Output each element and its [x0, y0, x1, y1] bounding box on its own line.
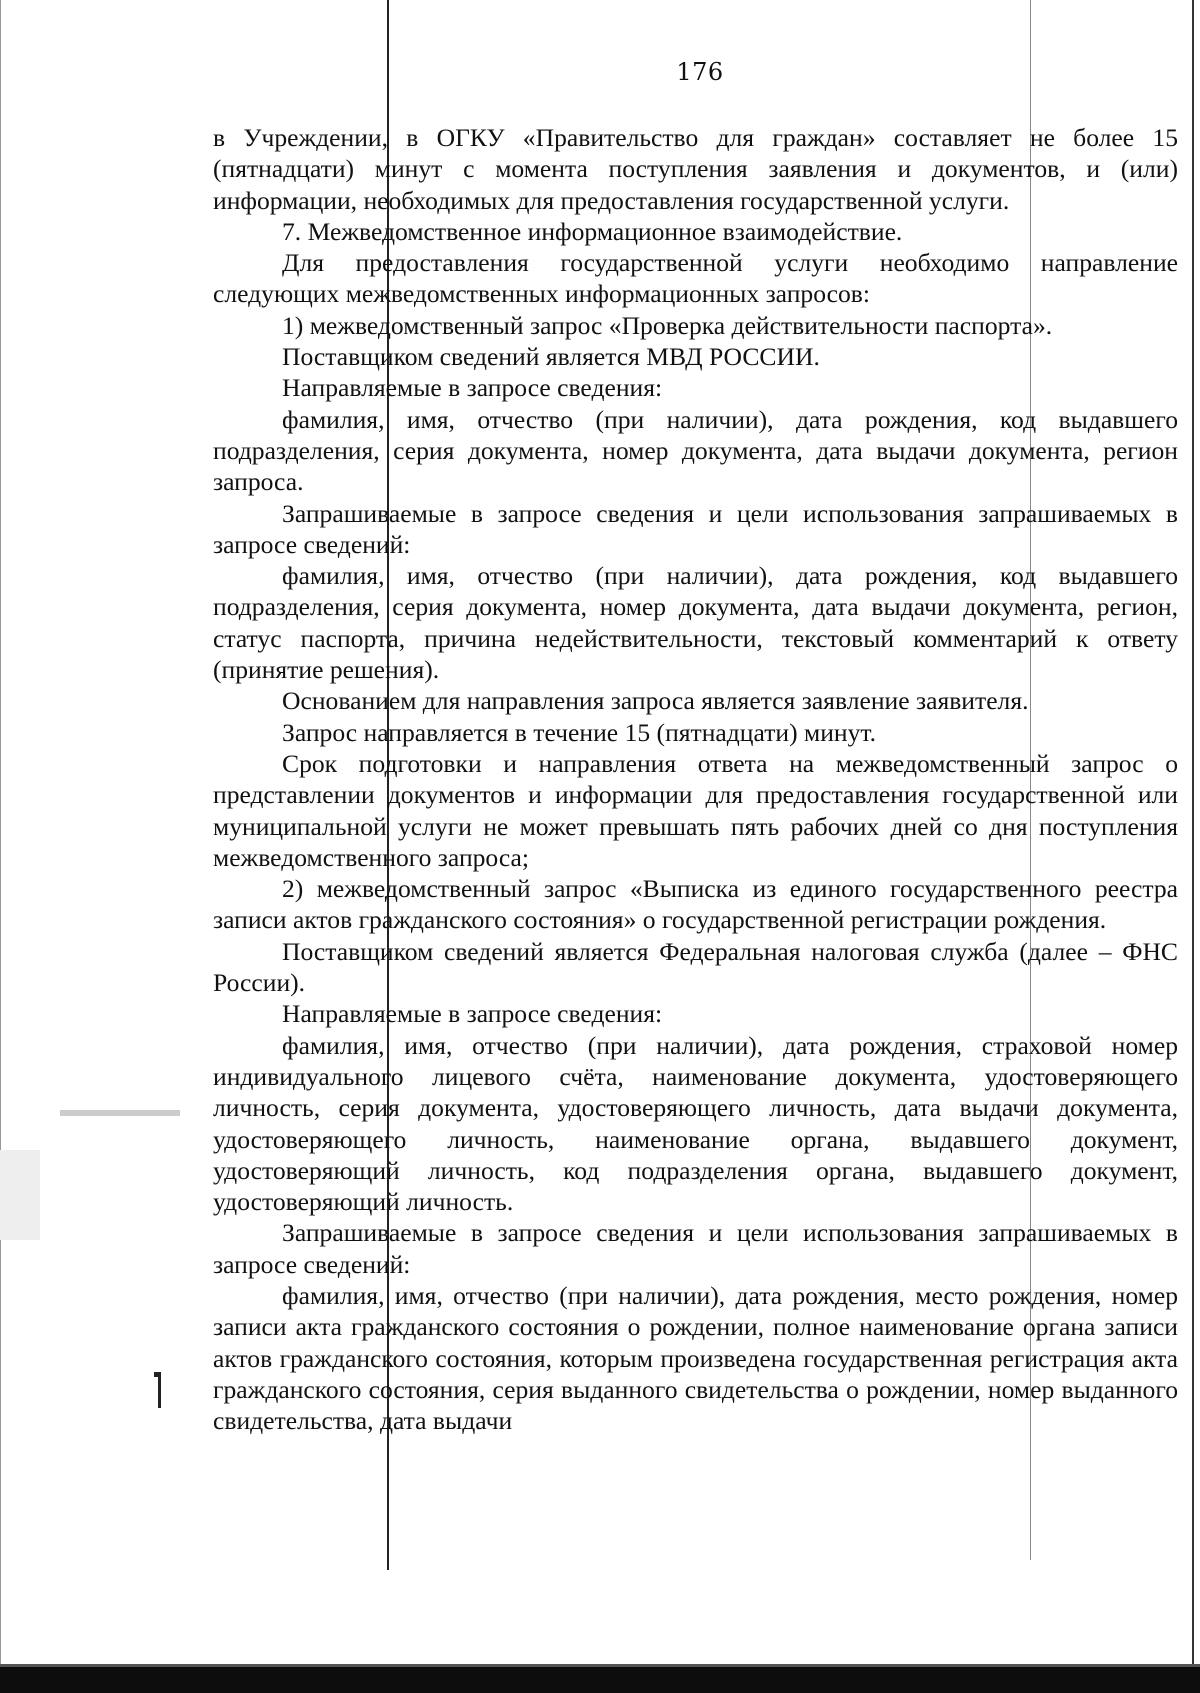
paragraph-6: Направляемые в запросе сведения: — [282, 373, 663, 403]
page-number: 176 — [676, 58, 724, 86]
scan-edge-right — [1192, 0, 1194, 1693]
paragraph-14: Поставщиком сведений является Федеральная налоговая служба (далее – ФНС России). — [213, 936, 1178, 998]
paragraph-18: фамилия, имя, отчество (при наличии), дата рождения, место рождения, номер записи акта гражданского состояния о рождении, полное наименование органа записи актов гражданского состояния, которым произведена государственная регистрация акта гражданского состояния, серия выданного свидетельства о рождении, номер выданного свидетельства, дата выдачи — [213, 1280, 1178, 1436]
paragraph-16: фамилия, имя, отчество (при наличии), дата рождения, страховой номер индивидуального лицевого счёта, наименование документа, удостоверяющего личность, серия документа, удостоверяющего личность, дата выдачи документа, удостоверяющего личность, наименование органа, выдавшего документ, удостоверяющий личность, код подразделения органа, выдавшего документ, удостоверяющий личность. — [213, 1030, 1178, 1217]
paragraph-9: фамилия, имя, отчество (при наличии), дата рождения, код выдавшего подразделения, серия документа, номер документа, дата выдачи документа, регион, статус паспорта, причина недействительности, текстовый комментарий к ответу (принятие решения). — [213, 561, 1178, 685]
scan-edge-left — [0, 0, 1, 1693]
margin-mark — [158, 1372, 161, 1408]
paragraph-1: в Учреждении, в ОГКУ «Правительство для граждан» составляет не более 15 (пятнадцати) минут с момента поступления заявления и документов, и (или) информации, необходимых для предоставления государственной услуги. — [213, 123, 1178, 215]
paragraph-10: Основанием для направления запроса является заявление заявителя. — [282, 686, 1029, 716]
paragraph-17: Запрашиваемые в запросе сведения и цели использования запрашиваемых в запросе сведений: — [213, 1218, 1178, 1279]
paragraph-4: 1) межведомственный запрос «Проверка действительности паспорта». — [282, 310, 1053, 340]
paragraph-2: 7. Межведомственное информационное взаимодействие. — [282, 216, 903, 246]
paragraph-11: Запрос направляется в течение 15 (пятнадцати) минут. — [282, 717, 877, 747]
document-body — [213, 122, 1178, 1436]
paragraph-3: Для предоставления государственной услуги необходимо направление следующих межведомственных информационных запросов: — [213, 248, 1178, 309]
paragraph-13: 2) межведомственный запрос «Выписка из единого государственного реестра записи актов гражданского состояния» о государственной регистрации рождения. — [213, 874, 1178, 935]
paragraph-12: Срок подготовки и направления ответа на межведомственный запрос о представлении документов и информации для предоставления государственной или муниципальной услуги не может превышать пять рабочих дней со дня поступления межведомственного запроса; — [213, 748, 1178, 872]
paragraph-15: Направляемые в запросе сведения: — [282, 999, 663, 1029]
paragraph-5: Поставщиком сведений является МВД РОССИИ. — [282, 342, 820, 372]
scan-noise — [0, 1150, 40, 1240]
scan-bottom-edge — [0, 1667, 1200, 1693]
paragraph-8: Запрашиваемые в запросе сведения и цели использования запрашиваемых в запросе сведений: — [213, 498, 1178, 559]
scan-noise — [60, 1110, 180, 1116]
paragraph-7: фамилия, имя, отчество (при наличии), дата рождения, код выдавшего подразделения, серия документа, номер документа, дата выдачи документа, регион запроса. — [213, 404, 1178, 497]
